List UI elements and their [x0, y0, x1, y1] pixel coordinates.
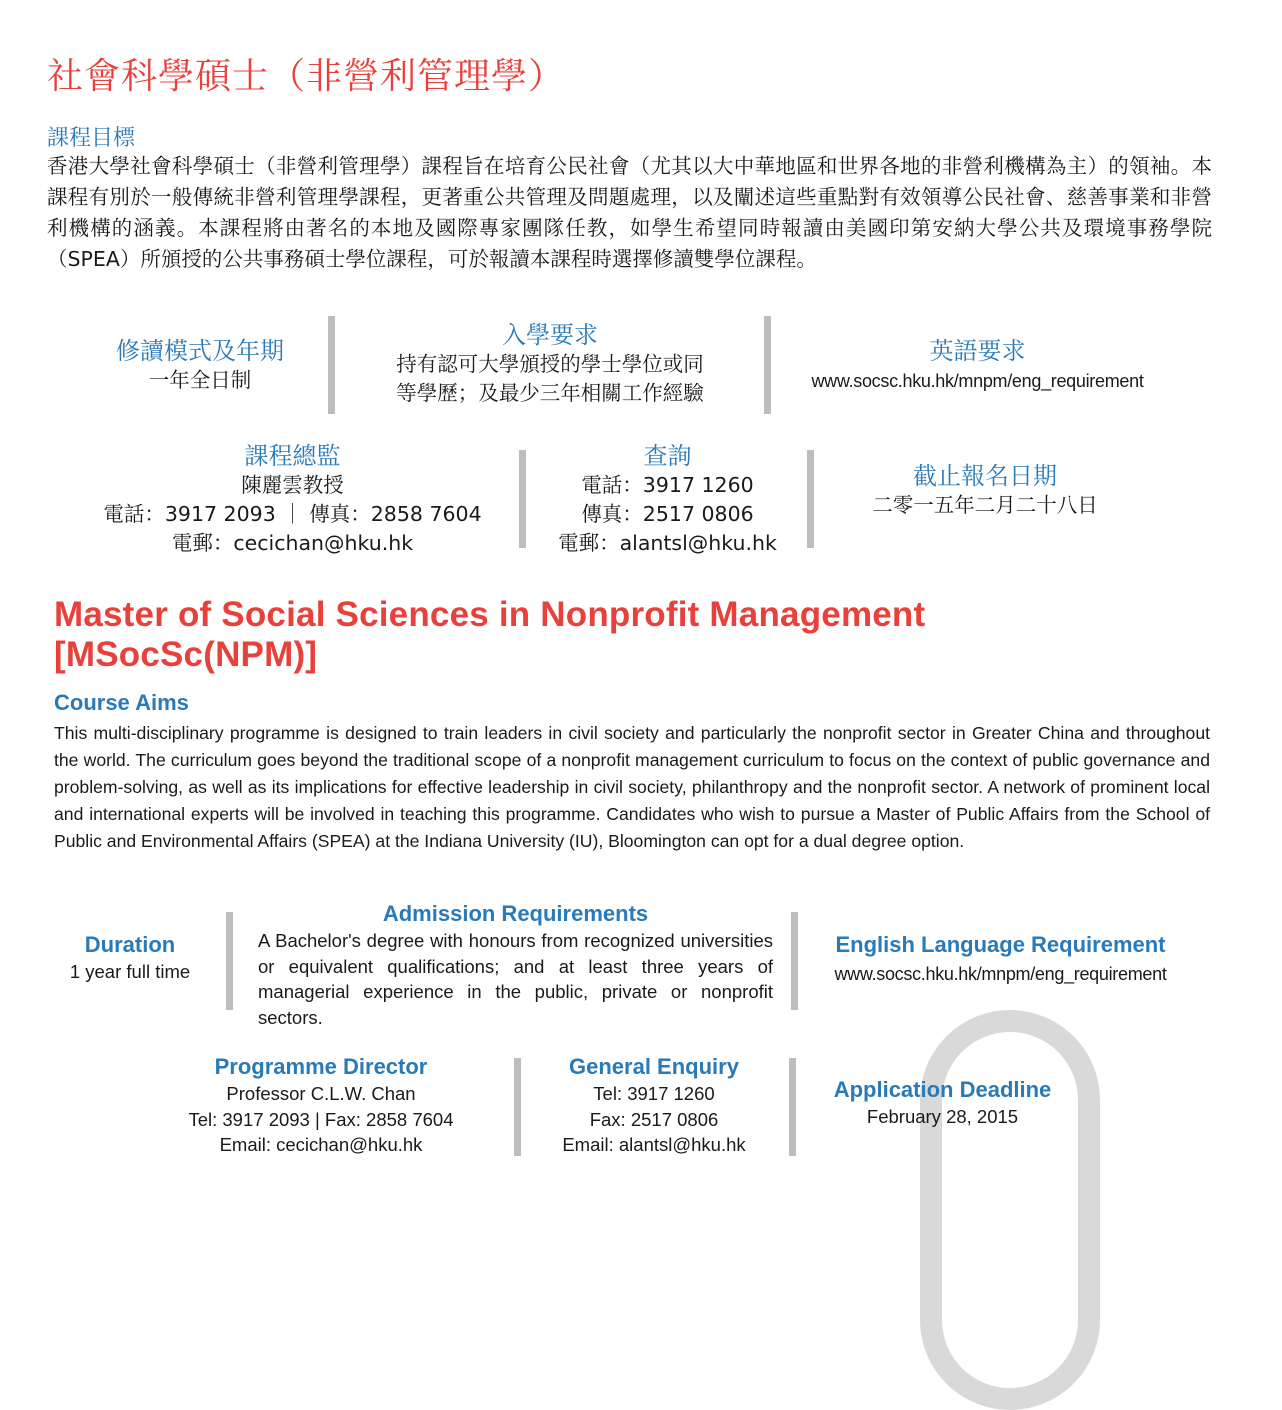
zh-duration-value: 一年全日制 [148, 368, 252, 392]
zh-admission-line1: 持有認可大學頒授的學士學位或同 [396, 352, 704, 376]
divider [514, 1058, 521, 1156]
en-director-block [145, 1053, 497, 1158]
zh-enquiry-fax: 傳真：2517 0806 [581, 502, 754, 526]
en-english-url[interactable]: www.socsc.hku.hk/mnpm/eng_requirement [834, 964, 1167, 984]
zh-director-email[interactable]: 電郵：cecichan@hku.hk [171, 531, 414, 555]
en-deadline-block [810, 1076, 1075, 1130]
zh-aims-text: 香港大學社會科學碩士（非營利管理學）課程旨在培育公民社會（尤其以大中華地區和世界各地的非營利機構為主）的領袖。本課程有別於一般傳統非營利管理學課程，更著重公共管理及問題處理，以及闡述這些重點對有效領導公民社會、慈善事業和非營利機構的涵義。本課程將由著名的本地及國際專家團隊任教，如學生希望同時報讀由美國印第安納大學公共及環境事務學院（SPEA）所頒授的公共事務碩士學位課程，可於報讀本課程時選擇修讀雙學位課程。 [47, 154, 1212, 271]
en-deadline-value: February 28, 2015 [866, 1106, 1019, 1127]
en-title-line2: [MSocSc(NPM)] [54, 635, 318, 674]
en-duration-heading: Duration [84, 932, 176, 957]
divider [328, 316, 335, 414]
zh-english-block [790, 336, 1165, 396]
zh-enquiry-phone: 電話：3917 1260 [581, 473, 754, 497]
zh-english-url[interactable]: www.socsc.hku.hk/mnpm/eng_requirement [811, 371, 1144, 391]
decorative-arc [920, 1010, 1100, 1410]
divider [807, 450, 814, 548]
zh-director-block [90, 441, 495, 558]
en-enquiry-heading: General Enquiry [569, 1054, 739, 1079]
zh-deadline-heading: 截止報名日期 [913, 462, 1057, 490]
zh-admission-block [345, 320, 755, 408]
zh-enquiry-email[interactable]: 電郵：alantsl@hku.hk [558, 531, 777, 555]
en-enquiry-block [535, 1053, 773, 1158]
zh-duration-heading: 修讀模式及年期 [116, 337, 284, 365]
en-admission-text: A Bachelor's degree with honours from recognized universities or equivalent qualifications; and at least three years of managerial experience in the public, private or nonprofit sectors. [258, 930, 773, 1028]
en-duration-block [45, 931, 215, 985]
en-director-phone: Tel: 3917 2093 | Fax: 2858 7604 [188, 1108, 454, 1130]
zh-admission-line2: 等學歷；及最少三年相關工作經驗 [396, 381, 704, 405]
en-english-heading: English Language Requirement [835, 932, 1166, 957]
zh-enquiry-heading: 查詢 [643, 442, 692, 470]
en-admission-heading: Admission Requirements [382, 901, 649, 926]
zh-page-title: 社會科學碩士（非營利管理學） [47, 56, 566, 97]
divider [791, 912, 798, 1010]
en-enquiry-phone: Tel: 3917 1260 [593, 1083, 715, 1104]
zh-deadline-block [835, 461, 1135, 520]
en-director-name: Professor C.L.W. Chan [226, 1083, 416, 1104]
en-aims-heading: Course Aims [54, 690, 189, 715]
divider [519, 450, 526, 548]
en-enquiry-fax: Fax: 2517 0806 [589, 1108, 719, 1130]
zh-english-heading: 英語要求 [929, 337, 1026, 365]
en-deadline-heading: Application Deadline [833, 1077, 1052, 1102]
zh-admission-heading: 入學要求 [502, 321, 598, 349]
zh-director-name: 陳麗雲教授 [241, 473, 344, 497]
divider [789, 1058, 796, 1156]
en-english-block [808, 931, 1193, 989]
en-duration-value: 1 year full time [69, 961, 191, 982]
zh-deadline-value: 二零一五年二月二十八日 [872, 493, 1098, 517]
en-title-line1: Master of Social Sciences in Nonprofit Management [54, 595, 926, 634]
zh-aims-heading: 課程目標 [47, 126, 136, 151]
en-admission-block [258, 900, 773, 1030]
zh-director-phone: 電話：3917 2093 ｜ 傳真：2858 7604 [103, 502, 482, 526]
en-enquiry-email[interactable]: Email: alantsl@hku.hk [562, 1134, 746, 1155]
en-aims-text: This multi-disciplinary programme is designed to train leaders in civil society and particularly the nonprofit sector in Greater China and throughout the world. The curriculum goes beyond the traditional scope of a nonprofit management curriculum to focus on the context of public governance and problem-solving, as well as its implications for effective leadership in civil society, philanthropy and the nonprofit sector. A network of prominent local and international experts will be involved in teaching this programme. Candidates who wish to pursue a Master of Public Affairs from the School of Public and Environmental Affairs (SPEA) at the Indiana University (IU), Bloomington can opt for a dual degree option. [54, 723, 1210, 851]
zh-enquiry-block [540, 441, 795, 558]
divider [764, 316, 771, 414]
zh-duration-block [95, 336, 305, 395]
en-director-email[interactable]: Email: cecichan@hku.hk [219, 1134, 423, 1155]
divider [226, 912, 233, 1010]
en-page-title [54, 595, 925, 675]
en-director-heading: Programme Director [214, 1054, 428, 1079]
zh-director-heading: 課程總監 [244, 442, 341, 470]
